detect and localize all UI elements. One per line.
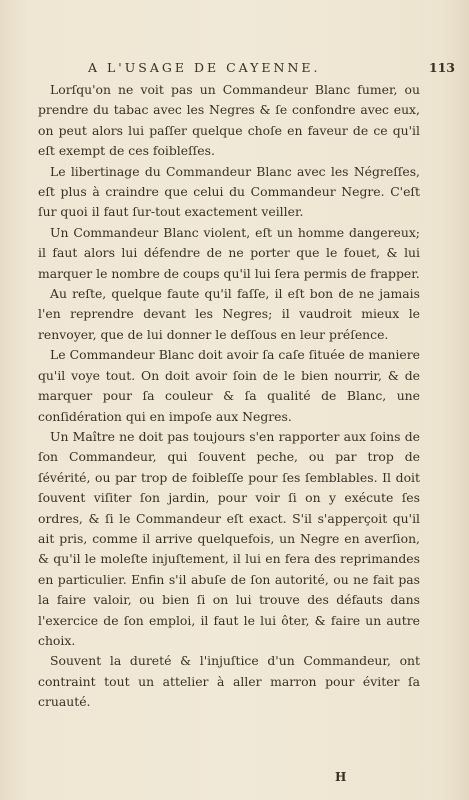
running-title: A L'USAGE DE CAYENNE. xyxy=(88,60,321,75)
paragraph: Un Maître ne doit pas toujours s'en rapporter aux ſoins de ſon Commandeur, qui ſouvent peche, ou par trop de ſévérité, ou par trop de foibleſſe pour ſes ſemblables. Il doit ſouvent viſiter ſon jardin, pour voir ſi on y exécute ſes ordres, & ſi le Commandeur eſt exact. S'il s'apperçoit qu'il ait pris, comme il arrive quelquefois, un Negre en averſion, & qu'il le moleſte injuſtement, il lui en fera des reprimandes en particulier. Enfin s'il abuſe de ſon autorité, ou ne fait pas la faire valoir, ou bien ſi on lui trouve des défauts dans l'exercice de ſon emploi, il faut le lui ôter, & faire un autre choix. xyxy=(38,428,420,648)
paragraph: Un Commandeur Blanc violent, eſt un homme dangereux; il faut alors lui défendre de ne porter que le fouet, & lui marquer le nombre de coups qu'il lui ſera permis de frapper. xyxy=(38,224,420,281)
paragraph: Le libertinage du Commandeur Blanc avec les Négreſſes, eſt plus à craindre que celui du Commandeur Negre. C'eſt ſur quoi il faut ſur-tout exactement veiller. xyxy=(38,163,420,220)
paragraph: Au reſte, quelque faute qu'il faſſe, il eſt bon de ne jamais l'en reprendre devant les Negres; il vaudroit mieux le renvoyer, que de lui donner le deſſous en leur préſence. xyxy=(38,286,420,342)
body-text xyxy=(38,80,420,713)
paragraph: Souvent la dureté & l'injuſtice d'un Commandeur, ont contraint tout un attelier à aller marron pour éviter ſa cruauté. xyxy=(38,653,420,710)
page-number: 113 xyxy=(428,60,455,75)
running-head xyxy=(60,60,455,80)
paragraph: Lorſqu'on ne voit pas un Commandeur Blanc fumer, ou prendre du tabac avec les Negres & ſe confondre avec eux, on peut alors lui paſſer quelque choſe en faveur de ce qu'il eſt exempt de ces foibleſſes. xyxy=(38,82,420,159)
paragraph: Le Commandeur Blanc doit avoir ſa caſe ſituée de maniere qu'il voye tout. On doit avoir ſoin de le bien nourrir, & de marquer pour ſa couleur & ſa qualité de Blanc, une conſidération qui en impoſe aux Negres. xyxy=(38,347,420,424)
signature-mark: H xyxy=(335,770,348,784)
